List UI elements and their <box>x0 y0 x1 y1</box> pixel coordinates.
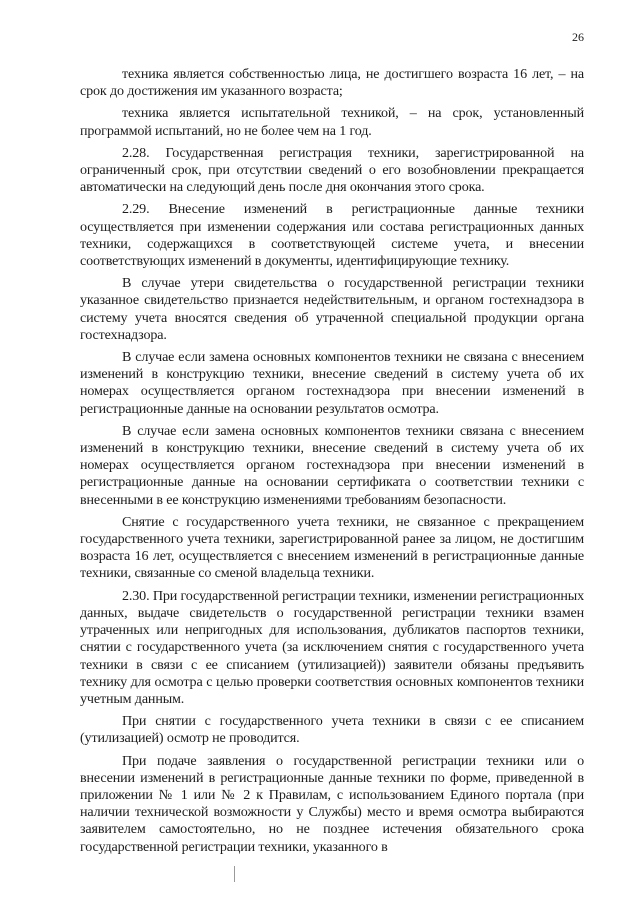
paragraph: В случае если замена основных компонентов техники связана с внесением изменений в конструкцию техники, внесение сведений в систему учета об их номерах осуществляется органом гостехнадзора при внесении изменений в регистрационные данные на основании сертификата о соответствии техники с внесенными в ее конструкцию изменениями требованиям безопасности. <box>80 422 584 508</box>
scan-artifact-mark <box>234 866 235 882</box>
body-text <box>80 66 584 861</box>
paragraph: техника является испытательной техникой, – на срок, установленный программой испытаний, но не более чем на 1 год. <box>80 105 584 139</box>
paragraph: В случае если замена основных компонентов техники не связана с внесением изменений в конструкцию техники, внесение сведений в систему учета об их номерах осуществляется органом гостехнадзора при внесении изменений в регистрационные данные на основании результатов осмотра. <box>80 349 584 417</box>
page-number: 26 <box>572 30 584 44</box>
paragraph: В случае утери свидетельства о государственной регистрации техники указанное свидетельство признается недействительным, и органом гостехнадзора в систему учета вносятся сведения об утраченной специальной продукции органа гостехнадзора. <box>80 275 584 343</box>
paragraph-2-29: 2.29. Внесение изменений в регистрационные данные техники осуществляется при изменении содержания или состава регистрационных данных техники, содержащихся в соответствующей системе учета, и внесении соответствующих изменений в документы, идентифицирующие технику. <box>80 201 584 270</box>
paragraph: техника является собственностью лица, не достигшего возраста 16 лет, – на срок до достижения им указанного возраста; <box>80 66 584 100</box>
paragraph: При снятии с государственного учета техники в связи с ее списанием (утилизацией) осмотр не проводится. <box>80 713 584 747</box>
paragraph-2-28: 2.28. Государственная регистрация техники, зарегистрированной на ограниченный срок, при отсутствии сведений о его возобновлении прекращается автоматически на следующий день после дня окончания этого срока. <box>80 144 584 196</box>
paragraph: Снятие с государственного учета техники, не связанное с прекращением государственного учета техники, зарегистрированной ранее за лицом, не достигшим возраста 16 лет, осуществляется с внесением изменений в регистрационные данные техники, связанные со сменой владельца техники. <box>80 513 584 582</box>
paragraph-2-30: 2.30. При государственной регистрации техники, изменении регистрационных данных, выдаче свидетельств о государственной регистрации техники взамен утраченных или непригодных для использования, дубликатов паспортов техники, снятии с государственного учета (за исключением снятия с государственного учета техники в связи с ее списанием (утилизацией)) заявители обязаны предъявить технику для осмотра с целью проверки соответствия основных компонентов техники учетным данным. <box>80 587 584 707</box>
paragraph: При подаче заявления о государственной регистрации техники или о внесении изменений в регистрационные данные техники по форме, приведенной в приложении № 1 или № 2 к Правилам, с использованием Единого портала (при наличии технической возможности у Службы) место и время осмотра выбираются заявителем самостоятельно, но не позднее истечения обязательного срока государственной регистрации техники, указанного в <box>80 752 584 855</box>
